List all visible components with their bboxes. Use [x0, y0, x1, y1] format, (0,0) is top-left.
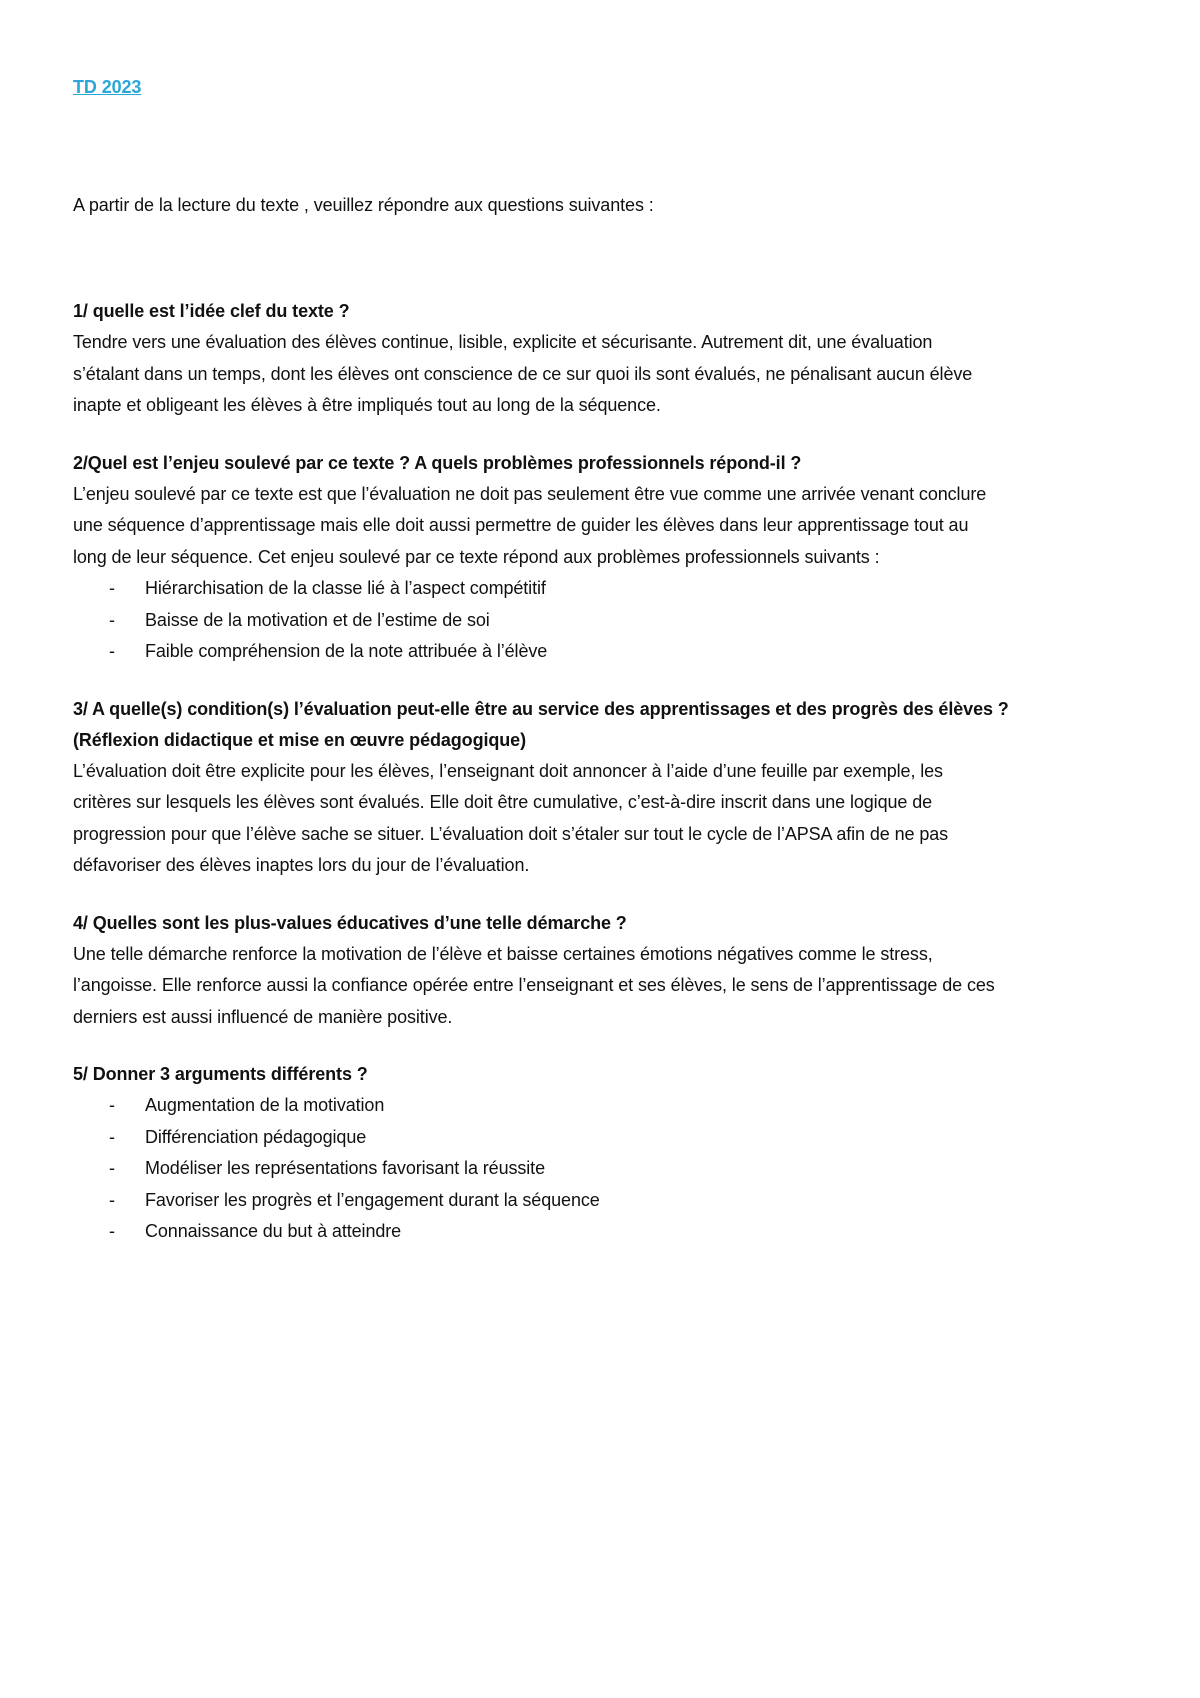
answer-3-line-1: L’évaluation doit être explicite pour les élèves, l’enseignant doit annoncer à l’aide d’une feuille par exemple, les	[73, 760, 943, 781]
list-item	[73, 573, 1100, 605]
dash-marker: -	[109, 1126, 115, 1147]
answer-4-line-3: derniers est aussi influencé de manière positive.	[73, 1006, 453, 1027]
question-5: 5/ Donner 3 arguments différents ?	[73, 1064, 368, 1084]
list-item-text: Favoriser les progrès et l’engagement durant la séquence	[145, 1189, 600, 1210]
list-item-text: Augmentation de la motivation	[145, 1095, 385, 1115]
dash-marker: -	[109, 609, 115, 630]
list-item-text: Différenciation pédagogique	[145, 1126, 367, 1147]
list-item	[73, 1153, 1100, 1185]
answer-1-line-3: inapte et obligeant les élèves à être impliqués tout au long de la séquence.	[73, 395, 661, 415]
section-2	[73, 448, 1100, 668]
section-5	[73, 1059, 1100, 1248]
question-1: 1/ quelle est l’idée clef du texte ?	[73, 301, 350, 321]
list-item-text: Modéliser les représentations favorisant la réussite	[145, 1158, 545, 1178]
dash-marker: -	[109, 1095, 115, 1115]
problems-list	[73, 573, 1100, 668]
dash-marker: -	[109, 578, 115, 598]
list-item-text: Baisse de la motivation et de l’estime de soi	[145, 609, 490, 630]
answer-3-line-2: critères sur lesquels les élèves sont évalués. Elle doit être cumulative, c’est-à-dire inscrit dans une logique de	[73, 792, 933, 812]
answer-4-line-2: l’angoisse. Elle renforce aussi la confiance opérée entre l’enseignant et ses élèves, le sens de l’apprentissage de ces	[73, 975, 995, 995]
question-4: 4/ Quelles sont les plus-values éducatives d’une telle démarche ?	[73, 912, 627, 933]
list-item	[73, 1090, 1100, 1122]
section-1	[73, 296, 1100, 422]
dash-marker: -	[109, 1221, 115, 1241]
answer-1-line-1: Tendre vers une évaluation des élèves continue, lisible, explicite et sécurisante. Autrement dit, une évaluation	[73, 332, 933, 352]
document-title: TD 2023	[73, 77, 142, 97]
question-3-line-1: 3/ A quelle(s) condition(s) l’évaluation peut-elle être au service des apprentissages et des progrès des élèves ?	[73, 698, 1009, 719]
list-item	[73, 1185, 1100, 1217]
answer-2-line-3: long de leur séquence. Cet enjeu soulevé par ce texte répond aux problèmes professionnels suivants :	[73, 546, 880, 567]
answer-1-line-2: s’étalant dans un temps, dont les élèves ont conscience de ce sur quoi ils sont évalués, ne pénalisant aucun élève	[73, 363, 973, 384]
question-2: 2/Quel est l’enjeu soulevé par ce texte ? A quels problèmes professionnels répond-il ?	[73, 452, 802, 473]
answer-2-line-2: une séquence d’apprentissage mais elle doit aussi permettre de guider les élèves dans leur apprentissage tout au	[73, 515, 969, 535]
answer-2-line-1: L’enjeu soulevé par ce texte est que l’évaluation ne doit pas seulement être vue comme une arrivée venant conclure	[73, 483, 987, 504]
list-item-text: Faible compréhension de la note attribuée à l’élève	[145, 641, 548, 661]
list-item	[73, 1216, 1100, 1248]
intro-text: A partir de la lecture du texte , veuillez répondre aux questions suivantes :	[73, 195, 654, 215]
answer-3-line-3: progression pour que l’élève sache se situer. L’évaluation doit s’étaler sur tout le cycle de l’APSA afin de ne pas	[73, 823, 949, 844]
question-3-line-2: (Réflexion didactique et mise en œuvre pédagogique)	[73, 729, 526, 750]
list-item-text: Hiérarchisation de la classe lié à l’aspect compétitif	[145, 578, 546, 598]
answer-3-line-4: défavoriser des élèves inaptes lors du jour de l’évaluation.	[73, 855, 530, 875]
section-4	[73, 908, 1100, 1034]
dash-marker: -	[109, 641, 115, 661]
list-item	[73, 605, 1100, 637]
dash-marker: -	[109, 1189, 115, 1210]
dash-marker: -	[109, 1158, 115, 1178]
list-item	[73, 636, 1100, 668]
list-item-text: Connaissance du but à atteindre	[145, 1221, 402, 1241]
answer-4-line-1: Une telle démarche renforce la motivation de l’élève et baisse certaines émotions négatives comme le stress,	[73, 943, 933, 964]
section-3	[73, 694, 1100, 882]
list-item	[73, 1122, 1100, 1154]
arguments-list	[73, 1090, 1100, 1248]
